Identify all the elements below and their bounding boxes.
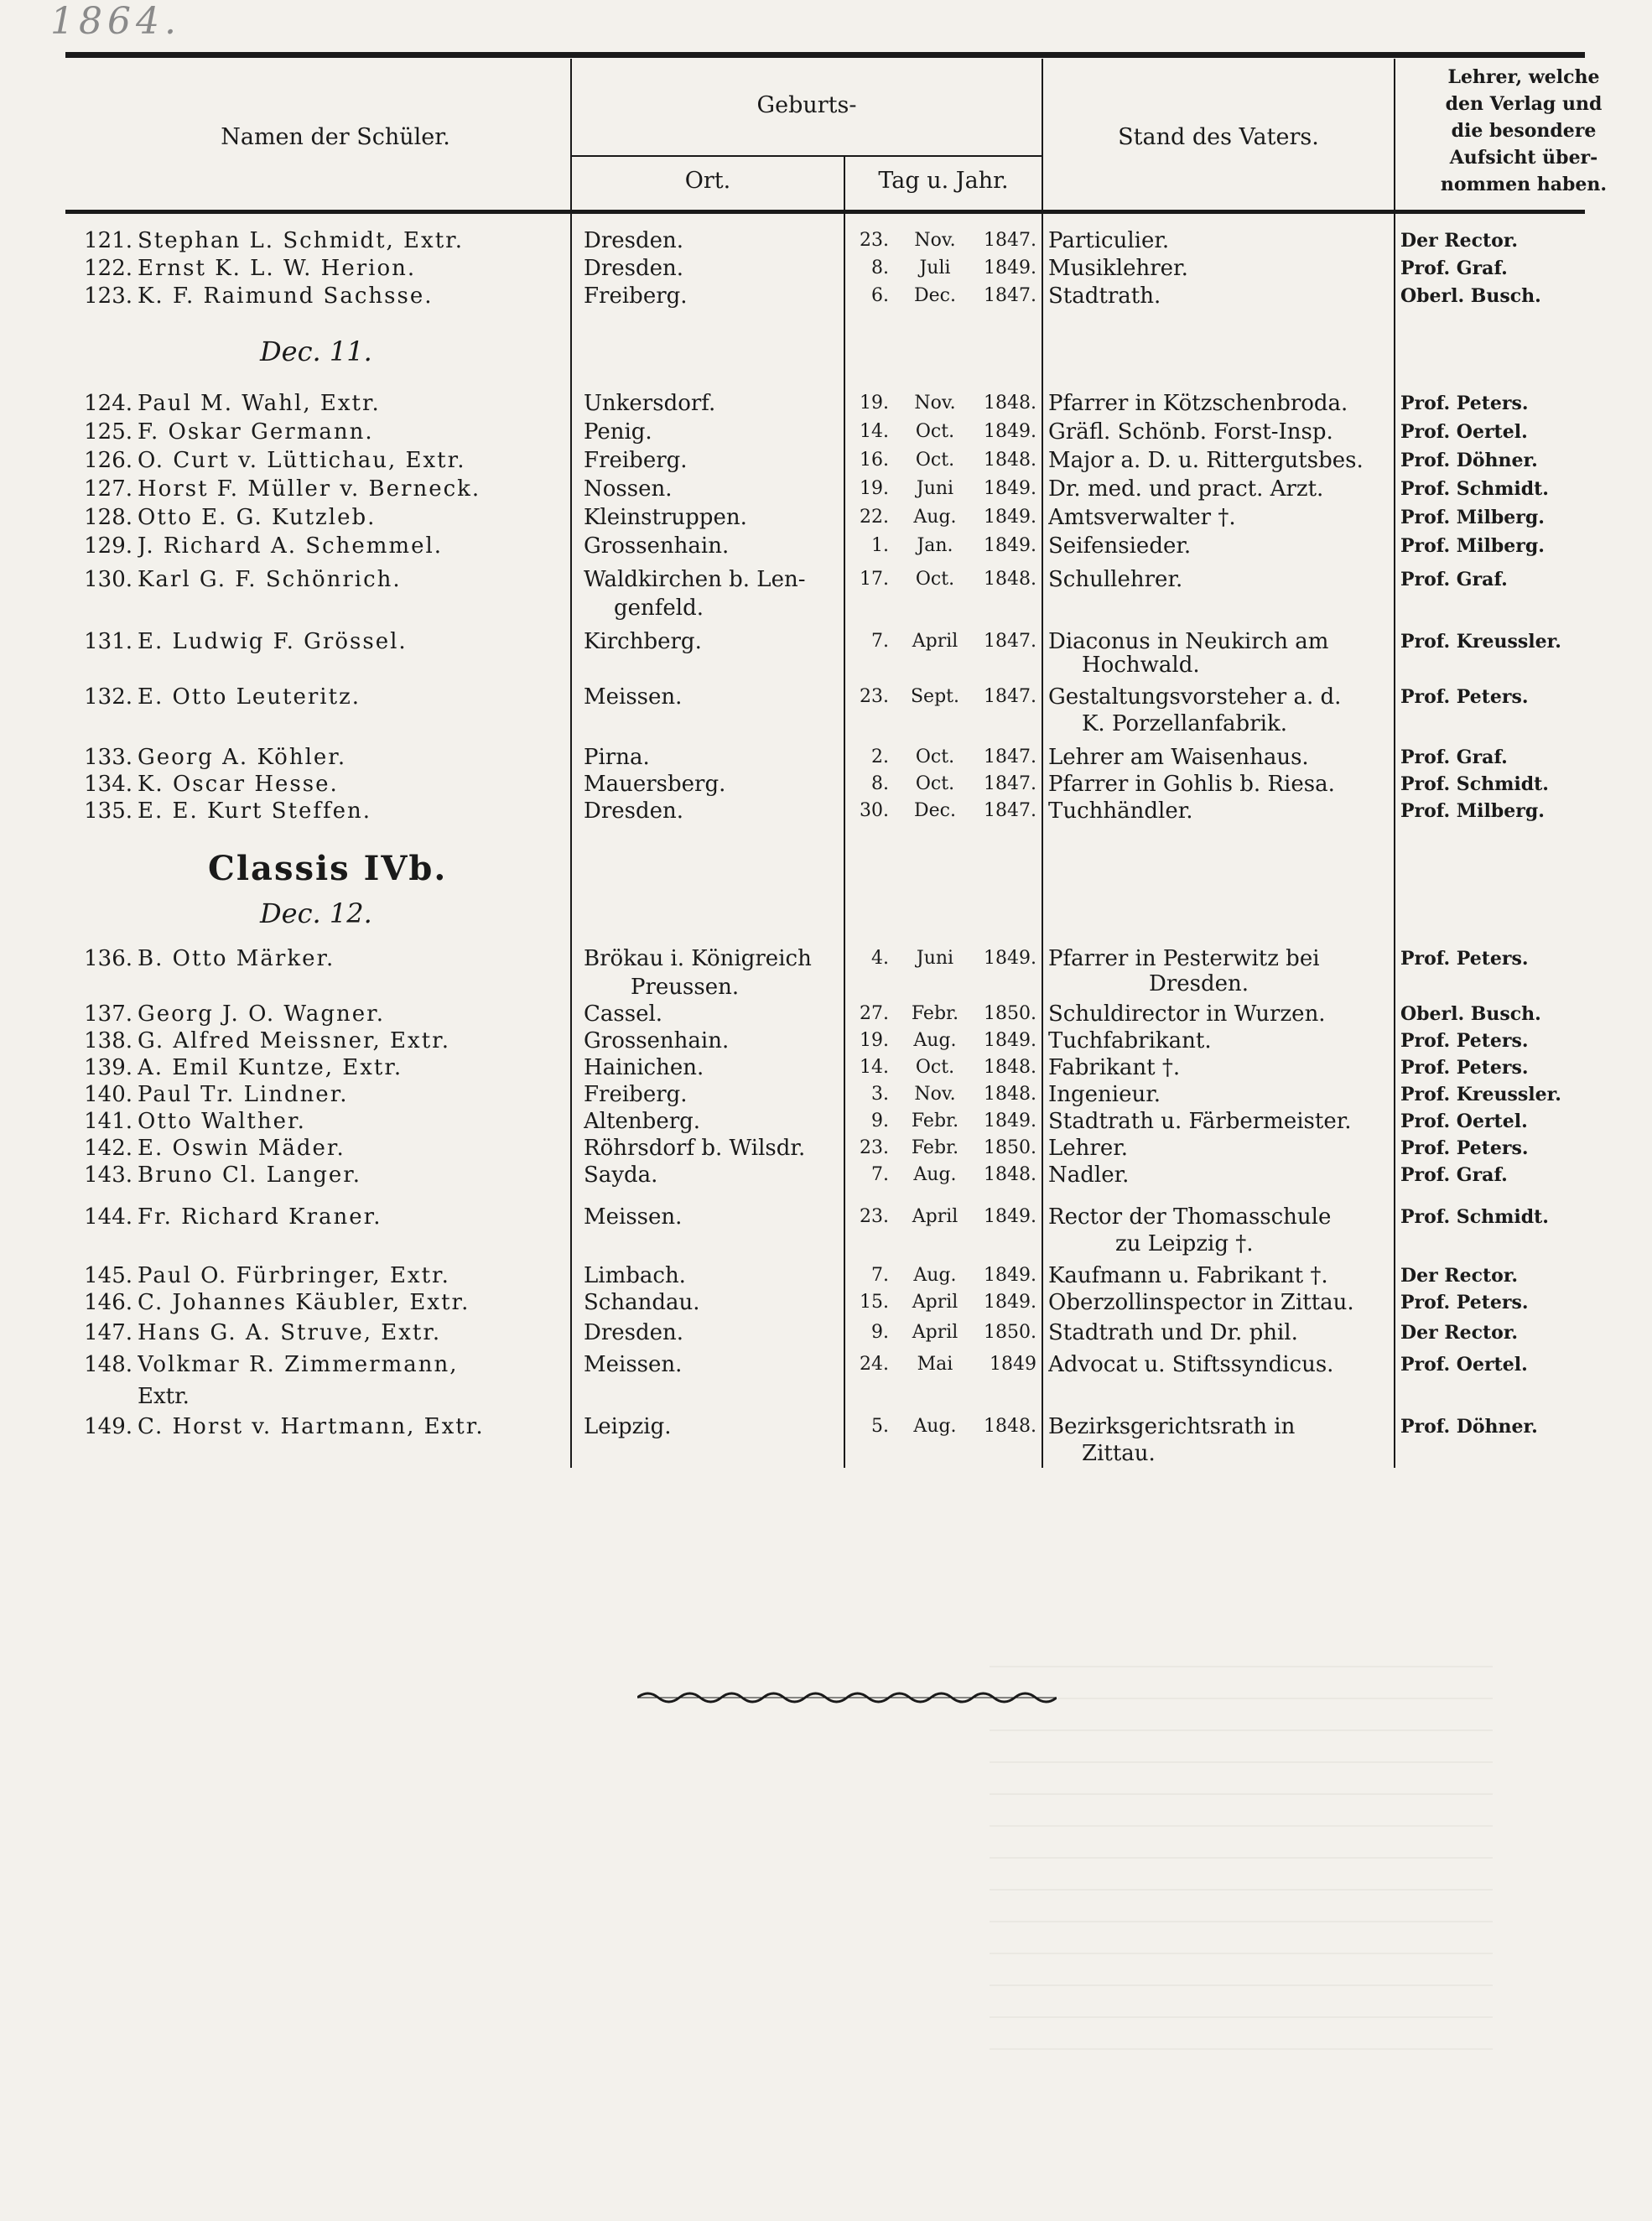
teacher: Oberl. Busch. xyxy=(1400,285,1541,307)
birth-day: 19. xyxy=(860,478,889,499)
birth-place: Meissen. xyxy=(584,1204,683,1230)
teacher: Prof. Graf. xyxy=(1400,746,1508,768)
birth-month: Nov. xyxy=(914,230,956,251)
header-lehrer-line: Lehrer, welche xyxy=(1447,66,1600,88)
table-row xyxy=(0,1080,1652,1109)
birth-day: 24. xyxy=(860,1354,889,1375)
birth-place: Dresden. xyxy=(584,1320,684,1345)
birth-month: Nov. xyxy=(914,393,956,414)
occupation-continuation: Zittau. xyxy=(1082,1441,1156,1466)
birth-place: Grossenhain. xyxy=(584,1028,730,1053)
table-row xyxy=(0,1161,1652,1189)
teacher: Oberl. Busch. xyxy=(1400,1003,1541,1025)
table-row xyxy=(0,1412,1652,1441)
row-number: 126. xyxy=(84,448,132,473)
birth-day: 22. xyxy=(860,507,889,528)
student-name: Karl G. F. Schönrich. xyxy=(138,567,402,592)
birth-place: Limbach. xyxy=(584,1263,686,1288)
header-namen: Namen der Schüler. xyxy=(221,124,450,150)
birth-year: 1849. xyxy=(984,535,1036,556)
birth-day: 7. xyxy=(871,1164,889,1185)
birth-day: 15. xyxy=(860,1292,889,1313)
student-name: Stephan L. Schmidt, Extr. xyxy=(138,228,464,253)
table-row xyxy=(0,1053,1652,1082)
birth-day: 7. xyxy=(871,631,889,652)
birth-year: 1850. xyxy=(984,1003,1036,1024)
page-mark: 1864. xyxy=(50,0,181,43)
row-number: 134. xyxy=(84,772,132,797)
birth-year: 1847. xyxy=(984,746,1036,767)
header-lehrer xyxy=(1395,64,1652,198)
birth-year: 1849. xyxy=(984,1265,1036,1286)
father-occupation: Pfarrer in Kötzschenbroda. xyxy=(1048,391,1348,416)
student-name: J. Richard A. Schemmel. xyxy=(138,533,444,559)
birth-year: 1847. xyxy=(984,285,1036,306)
birth-place: Hainichen. xyxy=(584,1055,704,1080)
table-row xyxy=(0,254,1652,283)
birth-place: Leipzig. xyxy=(584,1414,672,1439)
table-row xyxy=(0,1350,1652,1379)
birth-month: Dec. xyxy=(914,285,956,306)
birth-year: 1849 xyxy=(990,1354,1036,1375)
birth-month: April xyxy=(912,631,958,652)
birth-year: 1848. xyxy=(984,1084,1036,1105)
occupation-continuation: K. Porzellanfabrik. xyxy=(1082,711,1287,736)
birth-day: 6. xyxy=(871,285,889,306)
father-occupation: Lehrer. xyxy=(1048,1136,1129,1161)
birth-place: Brökau i. Königreich xyxy=(584,946,812,971)
table-row xyxy=(0,1027,1652,1055)
teacher: Prof. Peters. xyxy=(1400,1030,1529,1052)
father-occupation: Nadler. xyxy=(1048,1163,1130,1188)
teacher: Prof. Döhner. xyxy=(1400,450,1538,471)
header-lehrer-line: nommen haben. xyxy=(1440,174,1608,195)
student-name: Hans G. A. Struve, Extr. xyxy=(138,1320,442,1345)
birth-place: Kirchberg. xyxy=(584,629,702,654)
birth-place-continuation: genfeld. xyxy=(614,596,704,621)
teacher: Prof. Milberg. xyxy=(1400,535,1545,557)
row-number: 140. xyxy=(84,1082,132,1107)
father-occupation: Seifensieder. xyxy=(1048,533,1192,559)
birth-day: 17. xyxy=(860,569,889,590)
row-number: 122. xyxy=(84,256,132,281)
row-number: 136. xyxy=(84,946,132,971)
teacher: Prof. Graf. xyxy=(1400,569,1508,590)
birth-month: Mai xyxy=(917,1354,953,1375)
birth-day: 8. xyxy=(871,773,889,794)
birth-year: 1849. xyxy=(984,1110,1036,1131)
row-number: 127. xyxy=(84,476,132,502)
header-top-rule xyxy=(65,52,1585,58)
student-name: Paul Tr. Lindner. xyxy=(138,1082,349,1107)
birth-place: Penig. xyxy=(584,419,652,445)
section-date: Dec. 11. xyxy=(260,335,372,367)
birth-month: Aug. xyxy=(913,1265,957,1286)
birth-month: April xyxy=(912,1292,958,1313)
student-name: C. Johannes Käubler, Extr. xyxy=(138,1290,470,1315)
birth-place: Unkersdorf. xyxy=(584,391,716,416)
father-occupation: Diaconus in Neukirch am xyxy=(1048,629,1329,654)
table-row xyxy=(0,1319,1652,1347)
student-name: Paul M. Wahl, Extr. xyxy=(138,391,381,416)
birth-year: 1849. xyxy=(984,1292,1036,1313)
birth-year: 1848. xyxy=(984,450,1036,471)
birth-year: 1848. xyxy=(984,1164,1036,1185)
birth-day: 14. xyxy=(860,421,889,442)
row-number: 141. xyxy=(84,1109,132,1134)
birth-year: 1848. xyxy=(984,569,1036,590)
teacher: Prof. Peters. xyxy=(1400,1057,1529,1079)
father-occupation: Gestaltungsvorsteher a. d. xyxy=(1048,684,1342,710)
student-name: Georg A. Köhler. xyxy=(138,745,347,770)
father-occupation: Musiklehrer. xyxy=(1048,256,1188,281)
father-occupation: Amtsverwalter †. xyxy=(1048,505,1236,530)
birth-month: Oct. xyxy=(915,569,955,590)
birth-place: Waldkirchen b. Len- xyxy=(584,567,806,592)
birth-year: 1849. xyxy=(984,478,1036,499)
table-row xyxy=(0,1134,1652,1163)
teacher: Prof. Peters. xyxy=(1400,1292,1529,1313)
birth-month: Febr. xyxy=(911,1137,959,1158)
birth-month: Febr. xyxy=(911,1003,959,1024)
birth-place: Grossenhain. xyxy=(584,533,730,559)
birth-year: 1850. xyxy=(984,1137,1036,1158)
father-occupation: Ingenieur. xyxy=(1048,1082,1161,1107)
birth-day: 3. xyxy=(871,1084,889,1105)
teacher: Prof. Kreussler. xyxy=(1400,1084,1561,1105)
row-number: 132. xyxy=(84,684,132,710)
birth-month: Oct. xyxy=(915,421,955,442)
father-occupation: Pfarrer in Gohlis b. Riesa. xyxy=(1048,772,1335,797)
student-name: A. Emil Kuntze, Extr. xyxy=(138,1055,403,1080)
student-name: Horst F. Müller v. Berneck. xyxy=(138,476,481,502)
birth-year: 1847. xyxy=(984,230,1036,251)
birth-place: Cassel. xyxy=(584,1001,663,1027)
row-number: 135. xyxy=(84,798,132,824)
teacher: Prof. Schmidt. xyxy=(1400,773,1549,795)
birth-month: Aug. xyxy=(913,1030,957,1051)
student-name: Fr. Richard Kraner. xyxy=(138,1204,382,1230)
header-ort: Ort. xyxy=(684,168,731,194)
row-number: 129. xyxy=(84,533,132,559)
teacher: Der Rector. xyxy=(1400,230,1519,252)
row-number: 145. xyxy=(84,1263,132,1288)
name-continuation: Extr. xyxy=(138,1384,190,1409)
header-lehrer-line: die besondere xyxy=(1451,120,1597,142)
birth-place: Freiberg. xyxy=(584,283,688,309)
teacher: Prof. Döhner. xyxy=(1400,1416,1538,1438)
birth-year: 1847. xyxy=(984,686,1036,707)
header-tag: Tag u. Jahr. xyxy=(878,168,1009,194)
student-name: B. Otto Märker. xyxy=(138,946,335,971)
birth-year: 1849. xyxy=(984,1030,1036,1051)
table-row xyxy=(0,1288,1652,1317)
teacher: Prof. Peters. xyxy=(1400,1137,1529,1159)
birth-place: Pirna. xyxy=(584,745,650,770)
birth-month: Oct. xyxy=(915,1057,955,1078)
table-row xyxy=(0,944,1652,973)
header-lehrer-line: den Verlag und xyxy=(1445,93,1603,115)
father-occupation: Fabrikant †. xyxy=(1048,1055,1181,1080)
teacher: Der Rector. xyxy=(1400,1265,1519,1287)
row-number: 138. xyxy=(84,1028,132,1053)
header-stand: Stand des Vaters. xyxy=(1118,124,1319,150)
birth-year: 1847. xyxy=(984,800,1036,821)
father-occupation: Tuchhändler. xyxy=(1048,798,1193,824)
row-number: 149. xyxy=(84,1414,132,1439)
father-occupation: Lehrer am Waisenhaus. xyxy=(1048,745,1309,770)
teacher: Prof. Oertel. xyxy=(1400,1354,1528,1376)
teacher: Prof. Kreussler. xyxy=(1400,631,1561,653)
birth-month: Oct. xyxy=(915,773,955,794)
student-name: Otto E. G. Kutzleb. xyxy=(138,505,377,530)
birth-day: 19. xyxy=(860,393,889,414)
birth-year: 1847. xyxy=(984,631,1036,652)
student-name: C. Horst v. Hartmann, Extr. xyxy=(138,1414,485,1439)
table-row xyxy=(0,683,1652,711)
father-occupation: Kaufmann u. Fabrikant †. xyxy=(1048,1263,1328,1288)
birth-place: Schandau. xyxy=(584,1290,700,1315)
teacher: Prof. Schmidt. xyxy=(1400,478,1549,500)
geburts-rule xyxy=(570,155,1042,157)
birth-year: 1849. xyxy=(984,948,1036,969)
birth-year: 1849. xyxy=(984,1206,1036,1227)
birth-place: Sayda. xyxy=(584,1163,658,1188)
birth-day: 27. xyxy=(860,1003,889,1024)
birth-month: Jan. xyxy=(917,535,953,556)
student-name: Bruno Cl. Langer. xyxy=(138,1163,362,1188)
birth-month: Aug. xyxy=(913,507,957,528)
father-occupation: Advocat u. Stiftssyndicus. xyxy=(1048,1352,1334,1377)
row-number: 123. xyxy=(84,283,132,309)
birth-day: 5. xyxy=(871,1416,889,1437)
birth-year: 1848. xyxy=(984,1416,1036,1437)
teacher: Prof. Milberg. xyxy=(1400,507,1545,528)
row-number: 133. xyxy=(84,745,132,770)
teacher: Der Rector. xyxy=(1400,1322,1519,1344)
occupation-continuation: zu Leipzig †. xyxy=(1115,1231,1254,1256)
birth-place: Dresden. xyxy=(584,798,684,824)
table-row xyxy=(0,475,1652,503)
birth-month: Dec. xyxy=(914,800,956,821)
birth-month: April xyxy=(912,1206,958,1227)
student-name: E. Ludwig F. Grössel. xyxy=(138,629,408,654)
birth-month: Juli xyxy=(919,257,951,278)
birth-month: Sept. xyxy=(910,686,959,707)
table-row xyxy=(0,418,1652,446)
header-bottom-rule xyxy=(65,210,1585,214)
table-row xyxy=(0,797,1652,825)
birth-month: April xyxy=(912,1322,958,1343)
row-number: 130. xyxy=(84,567,132,592)
birth-year: 1849. xyxy=(984,421,1036,442)
row-number: 137. xyxy=(84,1001,132,1027)
teacher: Prof. Oertel. xyxy=(1400,1110,1528,1132)
birth-day: 7. xyxy=(871,1265,889,1286)
student-name: G. Alfred Meissner, Extr. xyxy=(138,1028,450,1053)
birth-month: Oct. xyxy=(915,746,955,767)
birth-year: 1849. xyxy=(984,257,1036,278)
row-number: 131. xyxy=(84,629,132,654)
birth-day: 9. xyxy=(871,1110,889,1131)
ornament-divider xyxy=(637,1688,1057,1708)
birth-month: Febr. xyxy=(911,1110,959,1131)
father-occupation: Major a. D. u. Rittergutsbes. xyxy=(1048,448,1364,473)
row-number: 121. xyxy=(84,228,132,253)
birth-day: 30. xyxy=(860,800,889,821)
student-name: K. F. Raimund Sachsse. xyxy=(138,283,434,309)
birth-month: Aug. xyxy=(913,1164,957,1185)
occupation-continuation: Hochwald. xyxy=(1082,653,1200,678)
table-row xyxy=(0,503,1652,532)
student-name: K. Oscar Hesse. xyxy=(138,772,339,797)
birth-month: Nov. xyxy=(914,1084,956,1105)
row-number: 125. xyxy=(84,419,132,445)
father-occupation: Bezirksgerichtsrath in xyxy=(1048,1414,1296,1439)
birth-day: 4. xyxy=(871,948,889,969)
table-row xyxy=(0,446,1652,475)
row-number: 143. xyxy=(84,1163,132,1188)
birth-place: Meissen. xyxy=(584,1352,683,1377)
father-occupation: Dr. med. und pract. Arzt. xyxy=(1048,476,1324,502)
row-number: 142. xyxy=(84,1136,132,1161)
row-number: 147. xyxy=(84,1320,132,1345)
father-occupation: Stadtrath u. Färbermeister. xyxy=(1048,1109,1352,1134)
birth-day: 14. xyxy=(860,1057,889,1078)
birth-month: Juni xyxy=(916,948,954,969)
row-number: 128. xyxy=(84,505,132,530)
father-occupation: Oberzollinspector in Zittau. xyxy=(1048,1290,1354,1315)
birth-month: Oct. xyxy=(915,450,955,471)
row-number: 144. xyxy=(84,1204,132,1230)
birth-place: Mauersberg. xyxy=(584,772,726,797)
student-name: Volkmar R. Zimmermann, xyxy=(138,1352,459,1377)
table-row xyxy=(0,282,1652,310)
table-row xyxy=(0,770,1652,798)
birth-year: 1848. xyxy=(984,1057,1036,1078)
birth-place: Kleinstruppen. xyxy=(584,505,747,530)
father-occupation: Stadtrath und Dr. phil. xyxy=(1048,1320,1298,1345)
table-row xyxy=(0,226,1652,255)
teacher: Prof. Schmidt. xyxy=(1400,1206,1549,1228)
header-geburts: Geburts- xyxy=(756,92,857,118)
student-name: Otto Walther. xyxy=(138,1109,306,1134)
father-occupation: Schullehrer. xyxy=(1048,567,1183,592)
birth-day: 2. xyxy=(871,746,889,767)
birth-day: 23. xyxy=(860,1137,889,1158)
row-number: 148. xyxy=(84,1352,132,1377)
table-row xyxy=(0,565,1652,594)
teacher: Prof. Peters. xyxy=(1400,686,1529,708)
student-name: E. Oswin Mäder. xyxy=(138,1136,345,1161)
student-name: F. Oskar Germann. xyxy=(138,419,374,445)
birth-place: Freiberg. xyxy=(584,1082,688,1107)
birth-day: 8. xyxy=(871,257,889,278)
birth-place: Nossen. xyxy=(584,476,673,502)
birth-place-continuation: Preussen. xyxy=(631,975,740,1000)
section-date: Dec. 12. xyxy=(260,897,372,929)
birth-day: 16. xyxy=(860,450,889,471)
teacher: Prof. Graf. xyxy=(1400,1164,1508,1186)
teacher: Prof. Graf. xyxy=(1400,257,1508,279)
birth-place: Dresden. xyxy=(584,228,684,253)
birth-day: 1. xyxy=(871,535,889,556)
birth-month: Aug. xyxy=(913,1416,957,1437)
birth-year: 1848. xyxy=(984,393,1036,414)
teacher: Prof. Milberg. xyxy=(1400,800,1545,822)
father-occupation: Gräfl. Schönb. Forst-Insp. xyxy=(1048,419,1333,445)
row-number: 139. xyxy=(84,1055,132,1080)
occupation-continuation: Dresden. xyxy=(1149,971,1249,996)
table-row xyxy=(0,1203,1652,1231)
birth-place: Röhrsdorf b. Wilsdr. xyxy=(584,1136,806,1161)
birth-year: 1850. xyxy=(984,1322,1036,1343)
birth-day: 19. xyxy=(860,1030,889,1051)
table-row xyxy=(0,389,1652,418)
table-row xyxy=(0,743,1652,772)
classis-heading: Classis IVb. xyxy=(208,849,448,888)
father-occupation: Pfarrer in Pesterwitz bei xyxy=(1048,946,1320,971)
father-occupation: Schuldirector in Wurzen. xyxy=(1048,1001,1326,1027)
row-number: 124. xyxy=(84,391,132,416)
student-name: O. Curt v. Lüttichau, Extr. xyxy=(138,448,466,473)
student-name: E. E. Kurt Steffen. xyxy=(138,798,372,824)
student-name: E. Otto Leuteritz. xyxy=(138,684,361,710)
student-name: Ernst K. L. W. Herion. xyxy=(138,256,417,281)
birth-place: Dresden. xyxy=(584,256,684,281)
birth-month: Juni xyxy=(916,478,954,499)
student-name: Paul O. Fürbringer, Extr. xyxy=(138,1263,450,1288)
birth-year: 1849. xyxy=(984,507,1036,528)
header-lehrer-line: Aufsicht über- xyxy=(1449,147,1598,169)
row-number: 146. xyxy=(84,1290,132,1315)
teacher: Prof. Oertel. xyxy=(1400,421,1528,443)
student-name: Georg J. O. Wagner. xyxy=(138,1001,385,1027)
birth-day: 23. xyxy=(860,686,889,707)
birth-place: Meissen. xyxy=(584,684,683,710)
table-row xyxy=(0,1261,1652,1290)
father-occupation: Particulier. xyxy=(1048,228,1170,253)
teacher: Prof. Peters. xyxy=(1400,393,1529,414)
teacher: Prof. Peters. xyxy=(1400,948,1529,970)
father-occupation: Stadtrath. xyxy=(1048,283,1161,309)
birth-day: 23. xyxy=(860,1206,889,1227)
table-row xyxy=(0,532,1652,560)
birth-place: Altenberg. xyxy=(584,1109,701,1134)
birth-day: 9. xyxy=(871,1322,889,1343)
table-row xyxy=(0,627,1652,656)
father-occupation: Rector der Thomasschule xyxy=(1048,1204,1332,1230)
birth-place: Freiberg. xyxy=(584,448,688,473)
birth-day: 23. xyxy=(860,230,889,251)
table-row xyxy=(0,1000,1652,1028)
father-occupation: Tuchfabrikant. xyxy=(1048,1028,1212,1053)
birth-year: 1847. xyxy=(984,773,1036,794)
table-row xyxy=(0,1107,1652,1136)
bleed-through-texture xyxy=(990,1636,1493,2055)
